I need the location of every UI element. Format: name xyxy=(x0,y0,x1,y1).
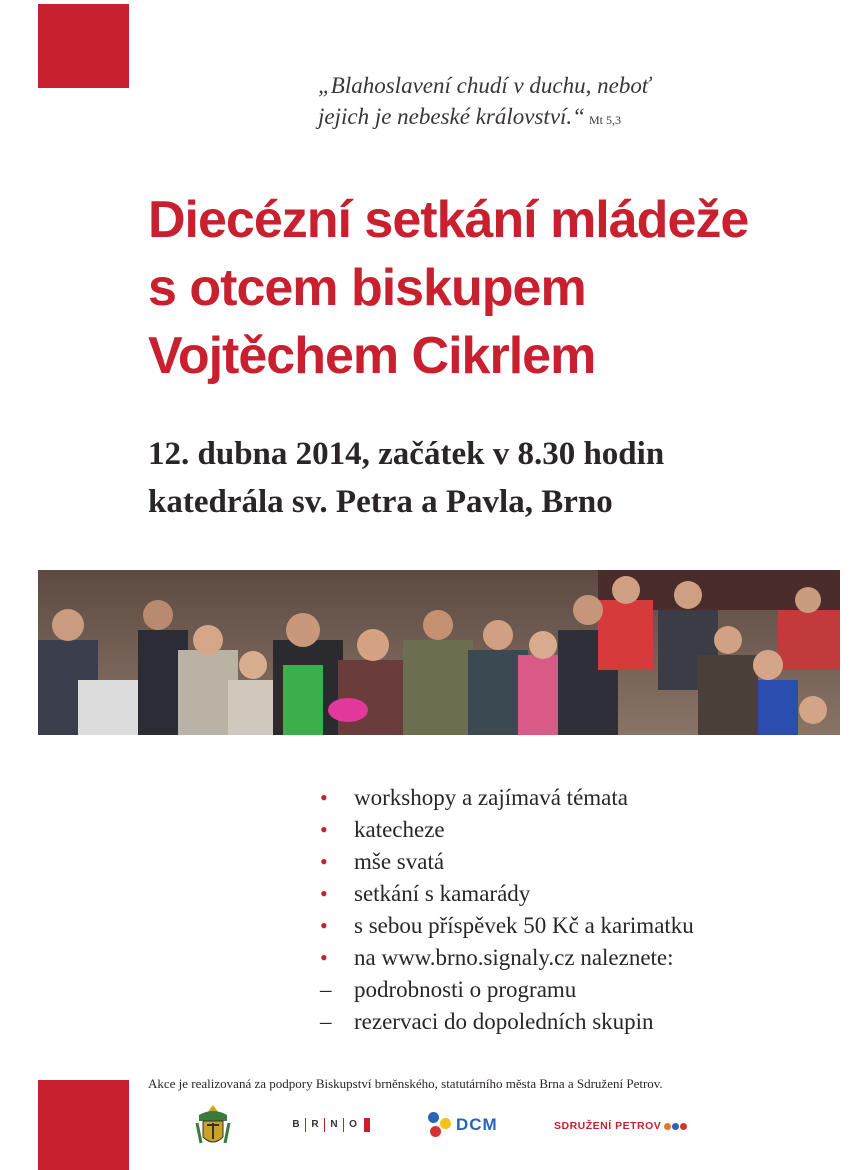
program-item xyxy=(318,878,694,910)
brno-logo-mark xyxy=(364,1118,370,1132)
program-item-text: katecheze xyxy=(354,817,445,842)
program-item-text: mše svatá xyxy=(354,849,445,874)
bullet-icon: • xyxy=(320,945,328,970)
brno-letter: B xyxy=(292,1119,300,1130)
petrov-logo xyxy=(554,1120,687,1132)
program-item-text: s sebou příspěvek 50 Kč a karimatku xyxy=(354,913,694,938)
program-item-text: setkání s kamarády xyxy=(354,881,531,906)
support-note: Akce je realizovaná za podpory Biskupství brněnského, statutárního města Brna a Sdružení Petrov. xyxy=(148,1076,663,1091)
bullet-icon: • xyxy=(320,913,328,938)
dash-icon: – xyxy=(320,977,332,1002)
program-item xyxy=(318,782,694,814)
program-item xyxy=(318,910,694,942)
dash-icon: – xyxy=(320,1009,332,1034)
dcm-logo xyxy=(428,1112,498,1138)
diocese-crest-icon xyxy=(193,1103,233,1151)
red-corner-square-bottom xyxy=(38,1080,129,1170)
brno-letter: R xyxy=(305,1118,324,1132)
red-corner-square-top xyxy=(38,4,129,88)
quote-line-1: „Blahoslavení chudí v duchu, neboť xyxy=(318,73,651,98)
program-item xyxy=(318,942,694,974)
event-headline xyxy=(148,186,828,390)
program-list xyxy=(318,782,694,1038)
bible-quote xyxy=(318,70,650,136)
bullet-icon: • xyxy=(320,817,328,842)
program-item-text: na www.brno.signaly.cz naleznete: xyxy=(354,945,674,970)
brno-letter: O xyxy=(343,1118,362,1132)
program-subitem-text: rezervaci do dopoledních skupin xyxy=(354,1009,654,1034)
bullet-icon: • xyxy=(320,849,328,874)
program-subitem xyxy=(318,974,694,1006)
brno-logo xyxy=(287,1118,370,1132)
bullet-icon: • xyxy=(320,881,328,906)
program-subitem-text: podrobnosti o programu xyxy=(354,977,577,1002)
quote-line-2-wrap xyxy=(318,101,650,136)
event-datetime: 12. dubna 2014, začátek v 8.30 hodin xyxy=(148,436,665,472)
bullet-icon: • xyxy=(320,785,328,810)
petrov-logo-text: SDRUŽENÍ PETROV xyxy=(554,1120,662,1132)
brno-letter: N xyxy=(324,1118,343,1132)
headline-line-2: s otcem biskupem xyxy=(148,259,586,317)
headline-line-3: Vojtěchem Cikrlem xyxy=(148,327,596,385)
program-item xyxy=(318,846,694,878)
program-subitem xyxy=(318,1006,694,1038)
quote-line-2: jejich je nebeské království.“ xyxy=(318,104,585,129)
dcm-logo-text: DCM xyxy=(456,1115,498,1134)
event-place: katedrála sv. Petra a Pavla, Brno xyxy=(148,484,613,520)
program-item-text: workshopy a zajímavá témata xyxy=(354,785,628,810)
petrov-dots-icon xyxy=(664,1123,687,1130)
dcm-dots-icon xyxy=(428,1112,452,1138)
crowd-photo-illustration xyxy=(38,570,840,735)
event-details xyxy=(148,430,828,526)
headline-line-1: Diecézní setkání mládeže xyxy=(148,191,749,249)
quote-reference: Mt 5,3 xyxy=(588,113,621,127)
program-item xyxy=(318,814,694,846)
crowd-photo xyxy=(38,570,840,735)
